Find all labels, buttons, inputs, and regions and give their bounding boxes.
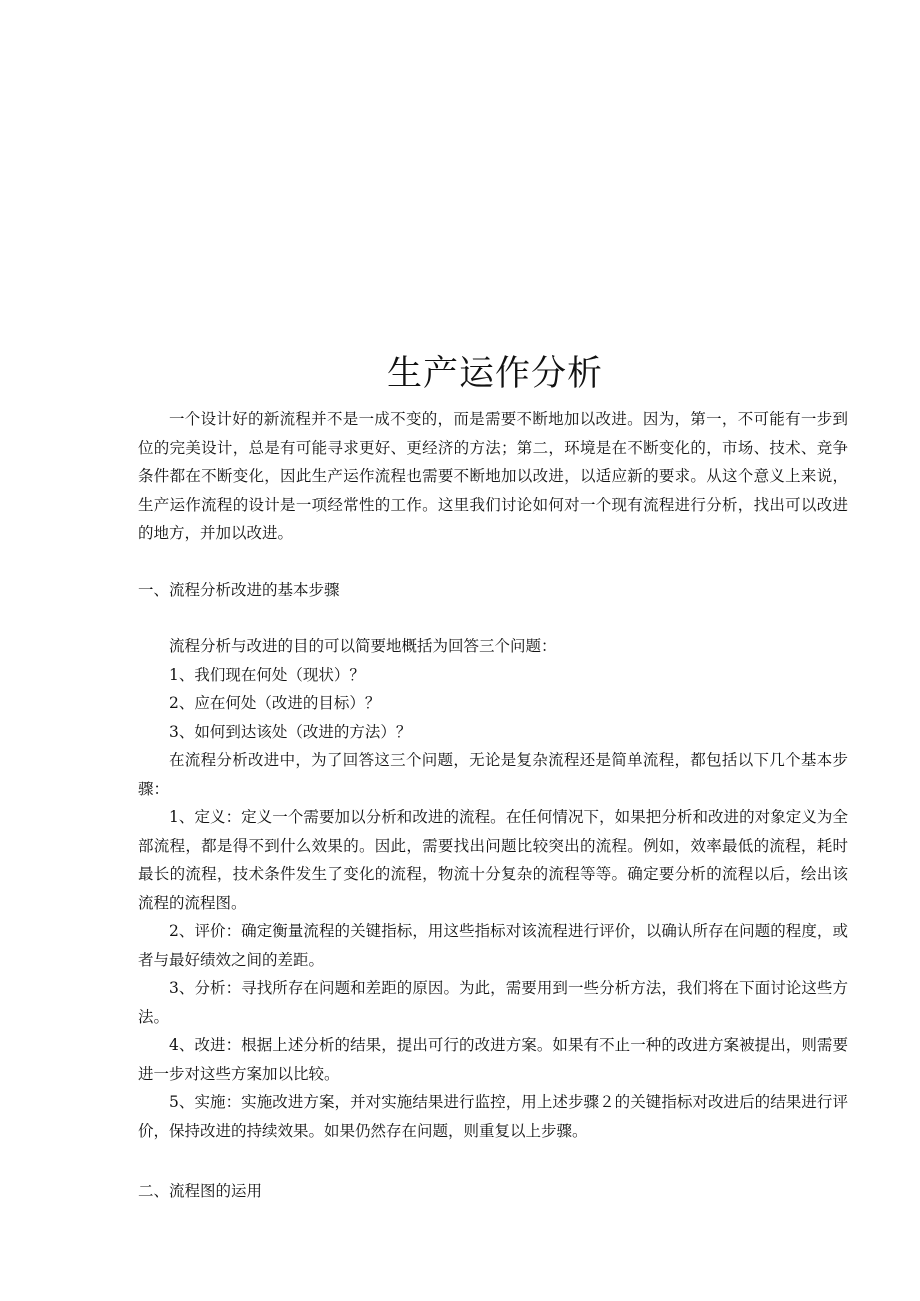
spacer	[138, 604, 848, 632]
section1-lead: 流程分析与改进的目的可以简要地概括为回答三个问题：	[169, 637, 557, 655]
step-item: 1、定义：定义一个需要加以分析和改进的流程。在任何情况下，如果把分析和改进的对象定义为全部流程，都是得不到什么效果的。因此，需要找出问题比较突出的流程。例如，效率最低的流程，耗时最长的流程，技术条件发生了变化的流程，物流十分复杂的流程等等。确定要分析的流程以后，绘出该流程的流程图。	[138, 808, 848, 912]
step-item: 2、评价：确定衡量流程的关键指标，用这些指标对该流程进行评价，以确认所存在问题的程度，或者与最好绩效之间的差距。	[138, 922, 848, 969]
document-title: 生产运作分析	[386, 354, 603, 395]
spacer	[138, 548, 848, 576]
step-item: 4、改进：根据上述分析的结果，提出可行的改进方案。如果有不止一种的改进方案被提出，则需要进一步对这些方案加以比较。	[138, 1036, 848, 1083]
intro-paragraph: 一个设计好的新流程并不是一成不变的，而是需要不断地加以改进。因为，第一，不可能有一步到位的完美设计，总是有可能寻求更好、更经济的方法；第二，环境是在不断变化的，市场、技术、竞争条件都在不断变化，因此生产运作流程也需要不断地加以改进，以适应新的要求。从这个意义上来说，生产运作流程的设计是一项经常性的工作。这里我们讨论如何对一个现有流程进行分析，找出可以改进的地方，并加以改进。	[138, 410, 848, 542]
question-item: 2、应在何处（改进的目标）？	[169, 694, 381, 712]
section-heading-2: 二、流程图的运用	[138, 1182, 263, 1200]
question-item: 1、我们现在何处（现状）？	[169, 665, 365, 684]
step-item: 5、实施：实施改进方案，并对实施结果进行监控，用上述步骤２的关键指标对改进后的结果进行评价，保持改进的持续效果。如果仍然存在问题，则重复以上步骤。	[138, 1093, 848, 1140]
step-item: 3、分析：寻找所存在问题和差距的原因。为此，需要用到一些分析方法，我们将在下面讨论这些方法。	[138, 979, 848, 1026]
section-heading-1: 一、流程分析改进的基本步骤	[138, 580, 340, 599]
question-item: 3、如何到达该处（改进的方法）？	[169, 722, 412, 741]
section1-transition: 在流程分析改进中，为了回答这三个问题，无论是复杂流程还是简单流程，都包括以下几个基本步骤：	[138, 751, 848, 798]
spacer	[138, 1145, 848, 1177]
document-body	[138, 405, 848, 1206]
